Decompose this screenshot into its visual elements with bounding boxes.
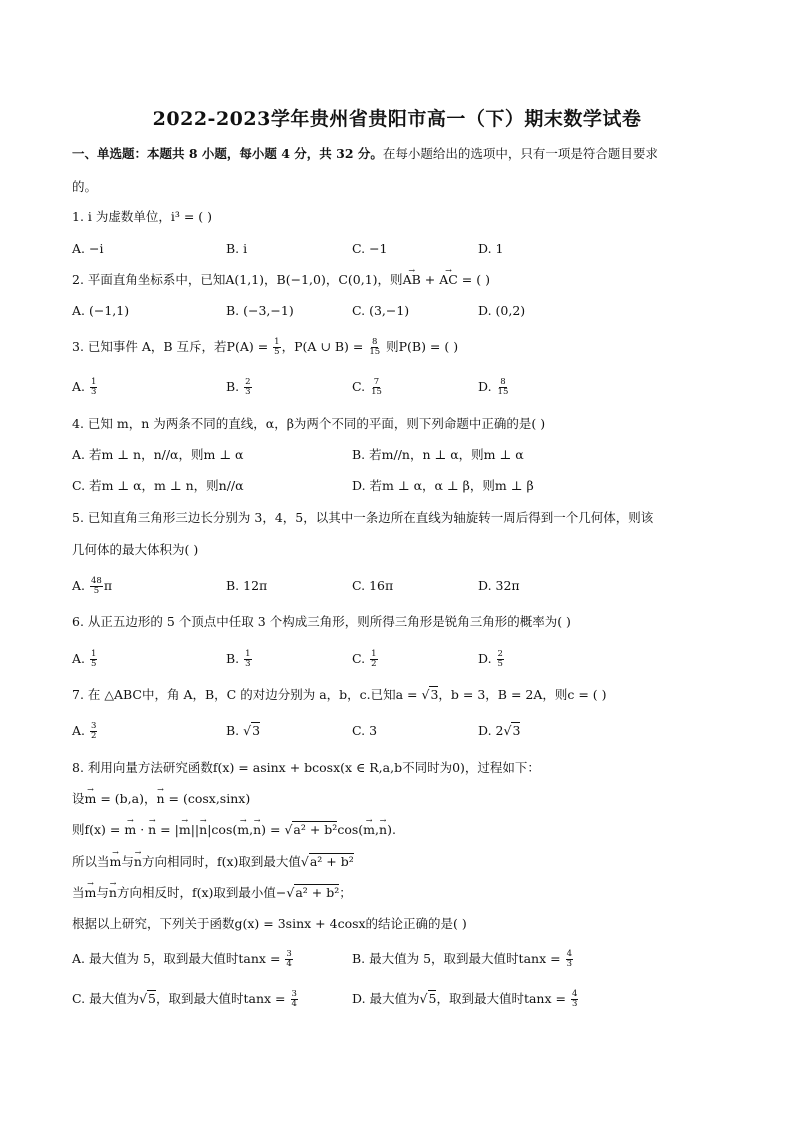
q4-option-b: B. 若m//n，n ⊥ α，则m ⊥ α xyxy=(352,447,524,462)
q7-option-a: A. $\frac{3}{2}$ xyxy=(72,721,97,741)
page-title: 2022-2023学年贵州省贵阳市高一（下）期末数学试卷 xyxy=(152,108,642,130)
q2-option-c: C. (3,−1) xyxy=(352,303,410,318)
q7-option-c: C. 3 xyxy=(352,723,378,738)
q5-option-d: D. 32π xyxy=(478,578,520,593)
q2-stem: 2. 平面直角坐标系中，已知A(1,1)，B(−1,0)，C(0,1)，则→ AB + → AC = ( ) xyxy=(72,271,490,289)
q6-option-c: C. $\frac{1}{2}$ xyxy=(352,649,377,669)
fraction: $\frac{8}{15}$ xyxy=(369,337,381,357)
q6-option-b: B. $\frac{1}{3}$ xyxy=(226,649,251,669)
q8-line-3: 则f(x) = → m · → n = |→ m||→ n|cos(→ m,→ n) = √a² + b²cos(→ m,→ n). xyxy=(72,821,396,839)
q3-option-b: B. $\frac{2}{3}$ xyxy=(226,377,251,397)
q8-option-a: A. 最大值为 5，取到最大值时tanx = $\frac{3}{4}$ xyxy=(72,949,292,969)
section-heading: 一、单选题：本题共 8 小题，每小题 4 分，共 32 分。在每小题给出的选项中，只有一项是符合题目要求 xyxy=(72,146,658,161)
q2-option-a: A. (−1,1) xyxy=(72,303,130,318)
q8-option-b: B. 最大值为 5，取到最大值时tanx = $\frac{4}{3}$ xyxy=(352,949,572,969)
q7-option-d: D. 2√3 xyxy=(478,723,521,738)
q6-option-a: A. $\frac{1}{5}$ xyxy=(72,649,97,669)
q5-option-a: A. $\frac{48}{5}$ π xyxy=(72,576,113,596)
section-heading-cont: 的。 xyxy=(72,179,98,194)
q4-option-c: C. 若m ⊥ α，m ⊥ n，则n//α xyxy=(72,478,244,493)
q1-option-d: D. 1 xyxy=(478,241,504,256)
q5-option-c: C. 16π xyxy=(352,578,394,593)
fraction: $\frac{1}{5}$ xyxy=(274,337,280,357)
q2-option-d: D. (0,2) xyxy=(478,303,526,318)
q1-option-a: A. −i xyxy=(72,241,104,256)
q3-stem: 3. 已知事件 A，B 互斥，若P(A) = $\frac{1}{5}$ ，P(A ∪ B) = $\frac{8}{15}$ 则P(B) = ( ) xyxy=(72,337,459,357)
q7-stem: 7. 在 △ABC中，角 A，B，C 的对边分别为 a，b，c.已知a = √3，b = 3，B = 2A，则c = ( ) xyxy=(72,687,607,702)
q7-option-b: B. √3 xyxy=(226,723,261,738)
q2-option-b: B. (−3,−1) xyxy=(226,303,294,318)
q3-option-c: C. $\frac{7}{15}$ xyxy=(352,377,382,397)
q8-option-d: D. 最大值为√5，取到最大值时tanx = $\frac{4}{3}$ xyxy=(352,989,578,1009)
q3-option-a: A. $\frac{1}{3}$ xyxy=(72,377,97,397)
q6-option-d: D. $\frac{2}{5}$ xyxy=(478,649,503,669)
q8-line-4: 所以当→ m与→ n方向相同时，f(x)取到最大值√a² + b² xyxy=(72,853,354,871)
q8-line-6: 根据以上研究，下列关于函数g(x) = 3sinx + 4cosx的结论正确的是( ) xyxy=(72,916,467,931)
q1-option-b: B. i xyxy=(226,241,248,256)
q1-stem: 1. i 为虚数单位，i³ = ( ) xyxy=(72,209,213,224)
q4-stem: 4. 已知 m，n 为两条不同的直线，α，β为两个不同的平面，则下列命题中正确的是( ) xyxy=(72,416,546,431)
q8-line-2: 设→ m = (b,a)，→ n = (cosx,sinx) xyxy=(72,790,250,808)
q5-stem-cont: 几何体的最大体积为( ) xyxy=(72,542,199,557)
q4-option-d: D. 若m ⊥ α，α ⊥ β，则m ⊥ β xyxy=(352,478,534,493)
q3-option-d: D. $\frac{8}{15}$ xyxy=(478,377,509,397)
q5-option-b: B. 12π xyxy=(226,578,268,593)
q8-option-c: C. 最大值为√5，取到最大值时tanx = $\frac{3}{4}$ xyxy=(72,989,297,1009)
q5-stem: 5. 已知直角三角形三边长分别为 3，4，5，以其中一条边所在直线为轴旋转一周后得到一个几何体，则该 xyxy=(72,510,654,525)
q8-stem: 8. 利用向量方法研究函数f(x) = asinx + bcosx(x ∈ R,a,b不同时为0)，过程如下： xyxy=(72,760,540,775)
q8-line-5: 当→ m与→ n方向相反时，f(x)取到最小值−√a² + b²； xyxy=(72,884,352,902)
q4-option-a: A. 若m ⊥ n，n//α，则m ⊥ α xyxy=(72,447,244,462)
q1-option-c: C. −1 xyxy=(352,241,388,256)
q6-stem: 6. 从正五边形的 5 个顶点中任取 3 个构成三角形，则所得三角形是锐角三角形的概率为( ) xyxy=(72,614,571,629)
